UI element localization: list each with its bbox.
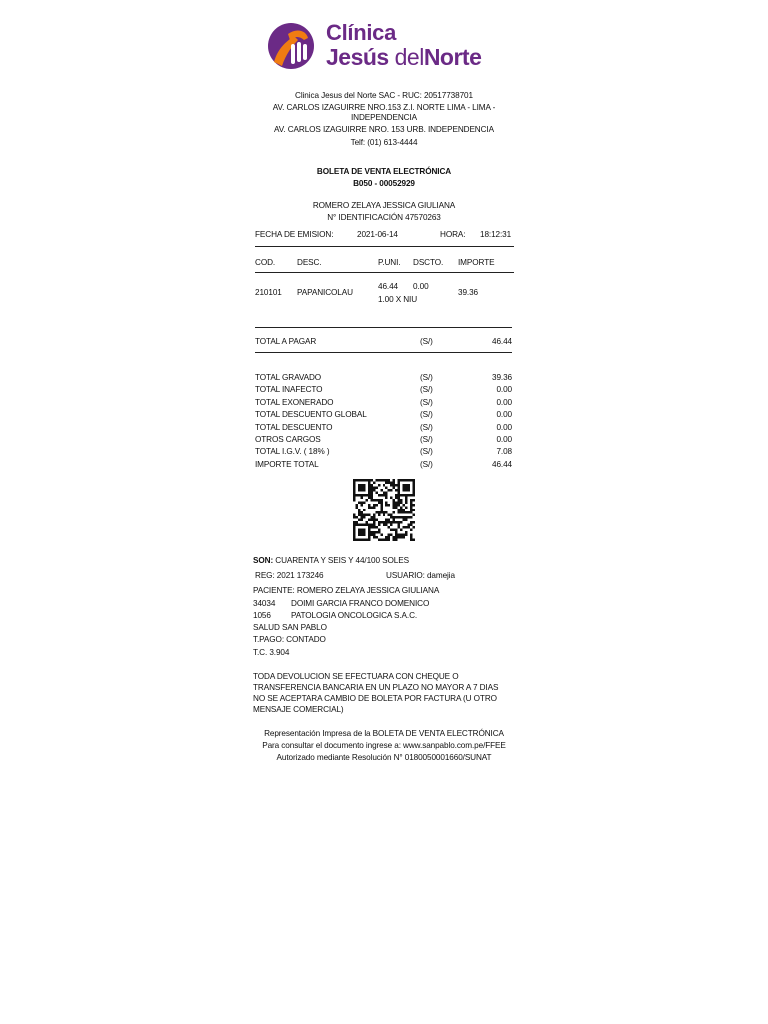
notice-line-4: MENSAJE COMERCIAL)	[253, 705, 344, 714]
user: USUARIO: damejia	[386, 571, 455, 580]
insurer: SALUD SAN PABLO	[253, 623, 327, 632]
row-cod: 210101	[255, 288, 282, 297]
emission-time: 18:12:31	[480, 230, 512, 239]
total-row-label: TOTAL DESCUENTO GLOBAL	[255, 410, 367, 419]
row-puni: 46.44	[378, 282, 398, 291]
row-dscto: 0.00	[413, 282, 429, 291]
total-row-value: 0.00	[496, 385, 512, 394]
divider	[255, 246, 514, 247]
total-row-value: 7.08	[496, 447, 512, 456]
clinic-logo	[262, 18, 512, 78]
customer-name: ROMERO ZELAYA JESSICA GIULIANA	[312, 201, 456, 210]
divider	[255, 327, 512, 328]
amount-in-words: SON: CUARENTA Y SEIS Y 44/100 SOLES	[253, 556, 409, 565]
total-row-value: 39.36	[492, 373, 512, 382]
row-desc: PAPANICOLAU	[297, 288, 353, 297]
legal-line-1: Representación Impresa de la BOLETA DE VENTA ELECTRÓNICA	[264, 729, 504, 738]
total-pay-label: TOTAL A PAGAR	[255, 337, 317, 346]
customer-id: N° IDENTIFICACIÓN 47570263	[327, 213, 441, 222]
total-row-value: 0.00	[496, 435, 512, 444]
total-row-label: TOTAL EXONERADO	[255, 398, 334, 407]
total-row-currency: (S/)	[420, 423, 433, 432]
qr-code-icon	[353, 479, 415, 541]
row-qty: 1.00 X NIU	[378, 295, 418, 304]
patient: PACIENTE: ROMERO ZELAYA JESSICA GIULIANA	[253, 586, 440, 595]
exchange-rate: T.C. 3.904	[253, 648, 290, 657]
notice-line-2: TRANSFERENCIA BANCARIA EN UN PLAZO NO MAYOR A 7 DIAS	[253, 683, 499, 692]
service-name: PATOLOGIA ONCOLOGICA S.A.C.	[291, 611, 418, 620]
divider	[255, 352, 512, 353]
registration: REG: 2021 173246	[255, 571, 324, 580]
service-code: 1056	[253, 611, 271, 620]
total-pay-value: 46.44	[492, 337, 512, 346]
logo-text-line1: Clínica	[326, 20, 397, 45]
total-row-value: 0.00	[496, 410, 512, 419]
address-line-1b: INDEPENDENCIA	[350, 113, 418, 122]
row-importe: 39.36	[458, 288, 478, 297]
logo-text-line2: Jesús delNorte	[326, 44, 482, 70]
emission-time-label: HORA:	[440, 230, 466, 239]
total-row-currency: (S/)	[420, 410, 433, 419]
total-row-value: 46.44	[492, 460, 512, 469]
total-row-currency: (S/)	[420, 447, 433, 456]
company-ruc: Clinica Jesus del Norte SAC - RUC: 20517738701	[295, 91, 473, 100]
total-row-currency: (S/)	[420, 460, 433, 469]
total-row-label: TOTAL INAFECTO	[255, 385, 323, 394]
total-row-currency: (S/)	[420, 385, 433, 394]
col-header-importe: IMPORTE	[458, 258, 495, 267]
phone: Telf: (01) 613-4444	[350, 138, 418, 147]
total-row-currency: (S/)	[420, 373, 433, 382]
col-header-puni: P.UNI.	[378, 258, 401, 267]
total-row-currency: (S/)	[420, 435, 433, 444]
payment-type: T.PAGO: CONTADO	[253, 635, 326, 644]
total-row-value: 0.00	[496, 423, 512, 432]
total-pay-currency: (S/)	[420, 337, 433, 346]
address-line-2: AV. CARLOS IZAGUIRRE NRO. 153 URB. INDEPENDENCIA	[274, 125, 494, 134]
notice-line-3: NO SE ACEPTARA CAMBIO DE BOLETA POR FACTURA (U OTRO	[253, 694, 497, 703]
legal-line-3: Autorizado mediante Resolución N° 0180050001660/SUNAT	[276, 753, 492, 762]
total-row-currency: (S/)	[420, 398, 433, 407]
total-row-label: TOTAL I.G.V. ( 18% )	[255, 447, 330, 456]
emission-date: 2021-06-14	[357, 230, 398, 239]
doctor-code: 34034	[253, 599, 276, 608]
total-row-label: OTROS CARGOS	[255, 435, 321, 444]
notice-line-1: TODA DEVOLUCION SE EFECTUARA CON CHEQUE O	[253, 672, 459, 681]
divider	[255, 272, 514, 273]
col-header-cod: COD.	[255, 258, 276, 267]
total-row-value: 0.00	[496, 398, 512, 407]
legal-line-2: Para consultar el documento ingrese a: www.sanpablo.com.pe/FFEE	[262, 741, 506, 750]
address-line-1a: AV. CARLOS IZAGUIRRE NRO.153 Z.I. NORTE LIMA - LIMA -	[272, 103, 496, 112]
clinic-logo-icon	[264, 22, 322, 72]
total-row-label: TOTAL GRAVADO	[255, 373, 322, 382]
doctor-name: DOIMI GARCIA FRANCO DOMENICO	[291, 599, 430, 608]
emission-date-label: FECHA DE EMISION:	[255, 230, 334, 239]
document-number: B050 - 00052929	[353, 179, 415, 188]
document-type: BOLETA DE VENTA ELECTRÓNICA	[316, 167, 452, 176]
col-header-desc: DESC.	[297, 258, 322, 267]
total-row-label: TOTAL DESCUENTO	[255, 423, 333, 432]
total-row-label: IMPORTE TOTAL	[255, 460, 319, 469]
col-header-dscto: DSCTO.	[413, 258, 444, 267]
